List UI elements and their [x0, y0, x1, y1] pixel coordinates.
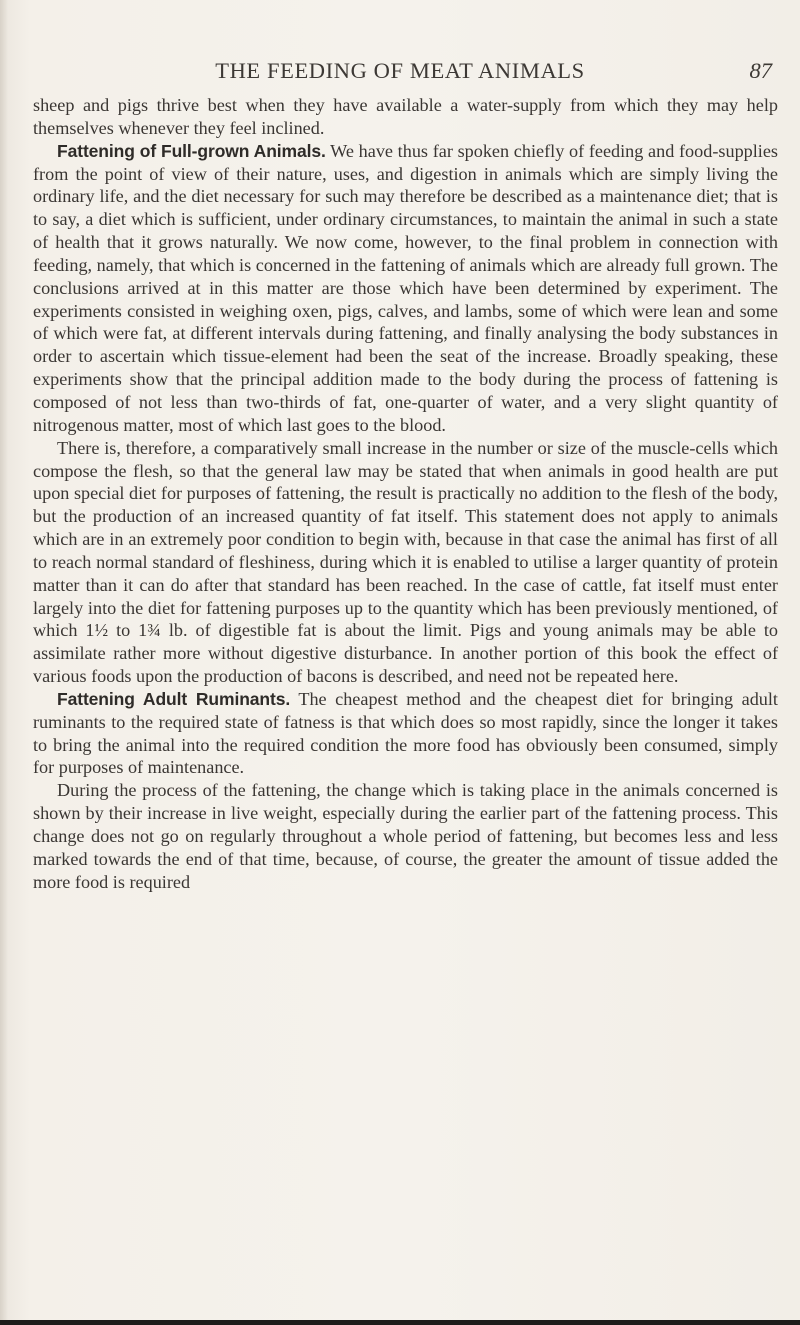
page-number: 87 — [749, 58, 772, 83]
paragraph — [33, 779, 778, 893]
paragraph — [33, 140, 778, 437]
section-heading: Fattening of Full-grown Animals. — [57, 140, 326, 161]
paragraph — [33, 94, 778, 140]
paragraph-text: During the process of the fattening, the change which is taking place in the animals concerned is shown by their increase in live weight, especially during the earlier part of the fattening process. This change does not go on regularly throughout a whole period of fattening, but becomes less and less marked towards the end of that time, because, of course, the greater the amount of tissue added the more food is required — [33, 780, 778, 892]
paragraph-text: There is, therefore, a comparatively small increase in the number or size of the muscle-cells which compose the flesh, so that the general law may be stated that when animals in good health are put upon special diet for purposes of fattening, the result is practically no addition to the flesh of the body, but the production of an increased quantity of fat itself. This statement does not apply to animals which are in an extremely poor condition to begin with, because in that case the animal has first of all to reach normal standard of fleshiness, during which it is enabled to utilise a larger quantity of protein matter than it can do after that standard has been reached. In the case of cattle, fat itself must enter largely into the diet for fattening purposes up to the quantity which has been previously mentioned, of which 1½ to 1¾ lb. of digestible fat is about the limit. Pigs and young animals may be able to assimilate rather more without digestive disturbance. In another portion of this book the effect of various foods upon the production of bacons is described, and need not be repeated here. — [33, 437, 778, 687]
paragraph — [33, 437, 778, 688]
page-header — [0, 58, 800, 94]
section-heading: Fattening Adult Ruminants. — [57, 688, 291, 709]
paragraph-text: We have thus far spoken chiefly of feeding and food-supplies from the point of view of their nature, uses, and digestion in animals which are simply living the ordinary life, and the diet necessary for such may therefore be described as a maintenance diet; that is to say, a diet which is sufficient, under ordinary circumstances, to maintain the animal in such a state of health that it grows naturally. We now come, however, to the final problem in connection with feeding, namely, that which is concerned in the fattening of animals which are already full grown. The conclusions arrived at in this matter are those which have been determined by experiment. The experiments consisted in weighing oxen, pigs, calves, and lambs, some of which were lean and some of which were fat, at different intervals during fattening, and finally analysing the body substances in order to ascertain which tissue-element had been the seat of the increase. Broadly speaking, these experiments show that the principal addition made to the body during the process of fattening is composed of not less than two-thirds of fat, one-quarter of water, and a very slight quantity of nitrogenous matter, most of which last goes to the blood. — [33, 140, 779, 435]
body-text — [33, 94, 778, 894]
bottom-edge — [0, 1320, 800, 1325]
paragraph-text: The cheapest method and the cheapest diet for bringing adult ruminants to the required state of fatness is that which does so most rapidly, since the longer it takes to bring the animal into the required condition the more food has obviously been consumed, simply for purposes of maintenance. — [33, 688, 778, 778]
paragraph — [33, 688, 778, 779]
binding-shadow — [0, 0, 8, 1325]
running-head: THE FEEDING OF MEAT ANIMALS — [215, 58, 585, 83]
paragraph-text: sheep and pigs thrive best when they have available a water-supply from which they may help themselves whenever they feel inclined. — [33, 95, 778, 138]
